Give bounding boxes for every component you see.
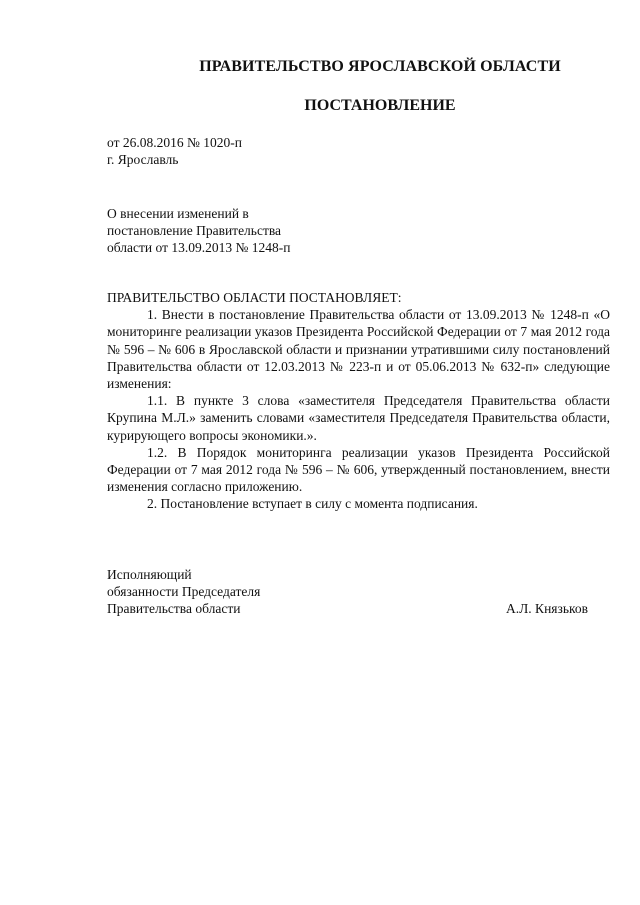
document-type-title: ПОСТАНОВЛЕНИЕ [304, 97, 456, 114]
signature-block [107, 566, 588, 617]
subject-line-3: области от 13.09.2013 № 1248-п [107, 240, 291, 255]
signature-line-3: Правительства области [107, 601, 241, 616]
subject-line-1: О внесении изменений в [107, 206, 249, 221]
signature-row [107, 600, 588, 617]
signature-line-2: обязанности Председателя [107, 584, 261, 599]
paragraph-1-1: 1.1. В пункте 3 слова «заместителя Председателя Правительства области Крупина М.Л.» заменить словами «заместителя Председателя Правительства области, курирующего вопросы экономики.». [107, 393, 610, 443]
paragraph-1-2: 1.2. В Порядок мониторинга реализации указов Президента Российской Федерации от 7 мая 2012 года № 596 – № 606, утвержденный постановлением, внести изменения согласно приложению. [107, 444, 610, 495]
city: г. Ярославль [107, 152, 179, 167]
paragraph-1: 1. Внести в постановление Правительства области от 13.09.2013 № 1248-п «О мониторинге реализации указов Президента Российской Федерации от 7 мая 2012 года № 596 – № 606 в Ярославской области и признании утратившими силу постановлений Правительства области от 12.03.2013 № 223-п и от 05.06.2013 № 632-п» следующие изменения: [107, 307, 610, 392]
signature-line-1: Исполняющий [107, 567, 192, 582]
document-subject [107, 205, 290, 256]
paragraph-2: 2. Постановление вступает в силу с момента подписания. [147, 496, 478, 512]
document-meta [107, 134, 242, 168]
document-body [107, 289, 610, 513]
resolution-lead: ПРАВИТЕЛЬСТВО ОБЛАСТИ ПОСТАНОВЛЯЕТ: [107, 290, 402, 305]
signatory-name: А.Л. Князьков [506, 601, 588, 616]
date-number: от 26.08.2016 № 1020-п [107, 135, 242, 150]
subject-line-2: постановление Правительства [107, 223, 282, 238]
government-title: ПРАВИТЕЛЬСТВО ЯРОСЛАВСКОЙ ОБЛАСТИ [199, 58, 561, 75]
